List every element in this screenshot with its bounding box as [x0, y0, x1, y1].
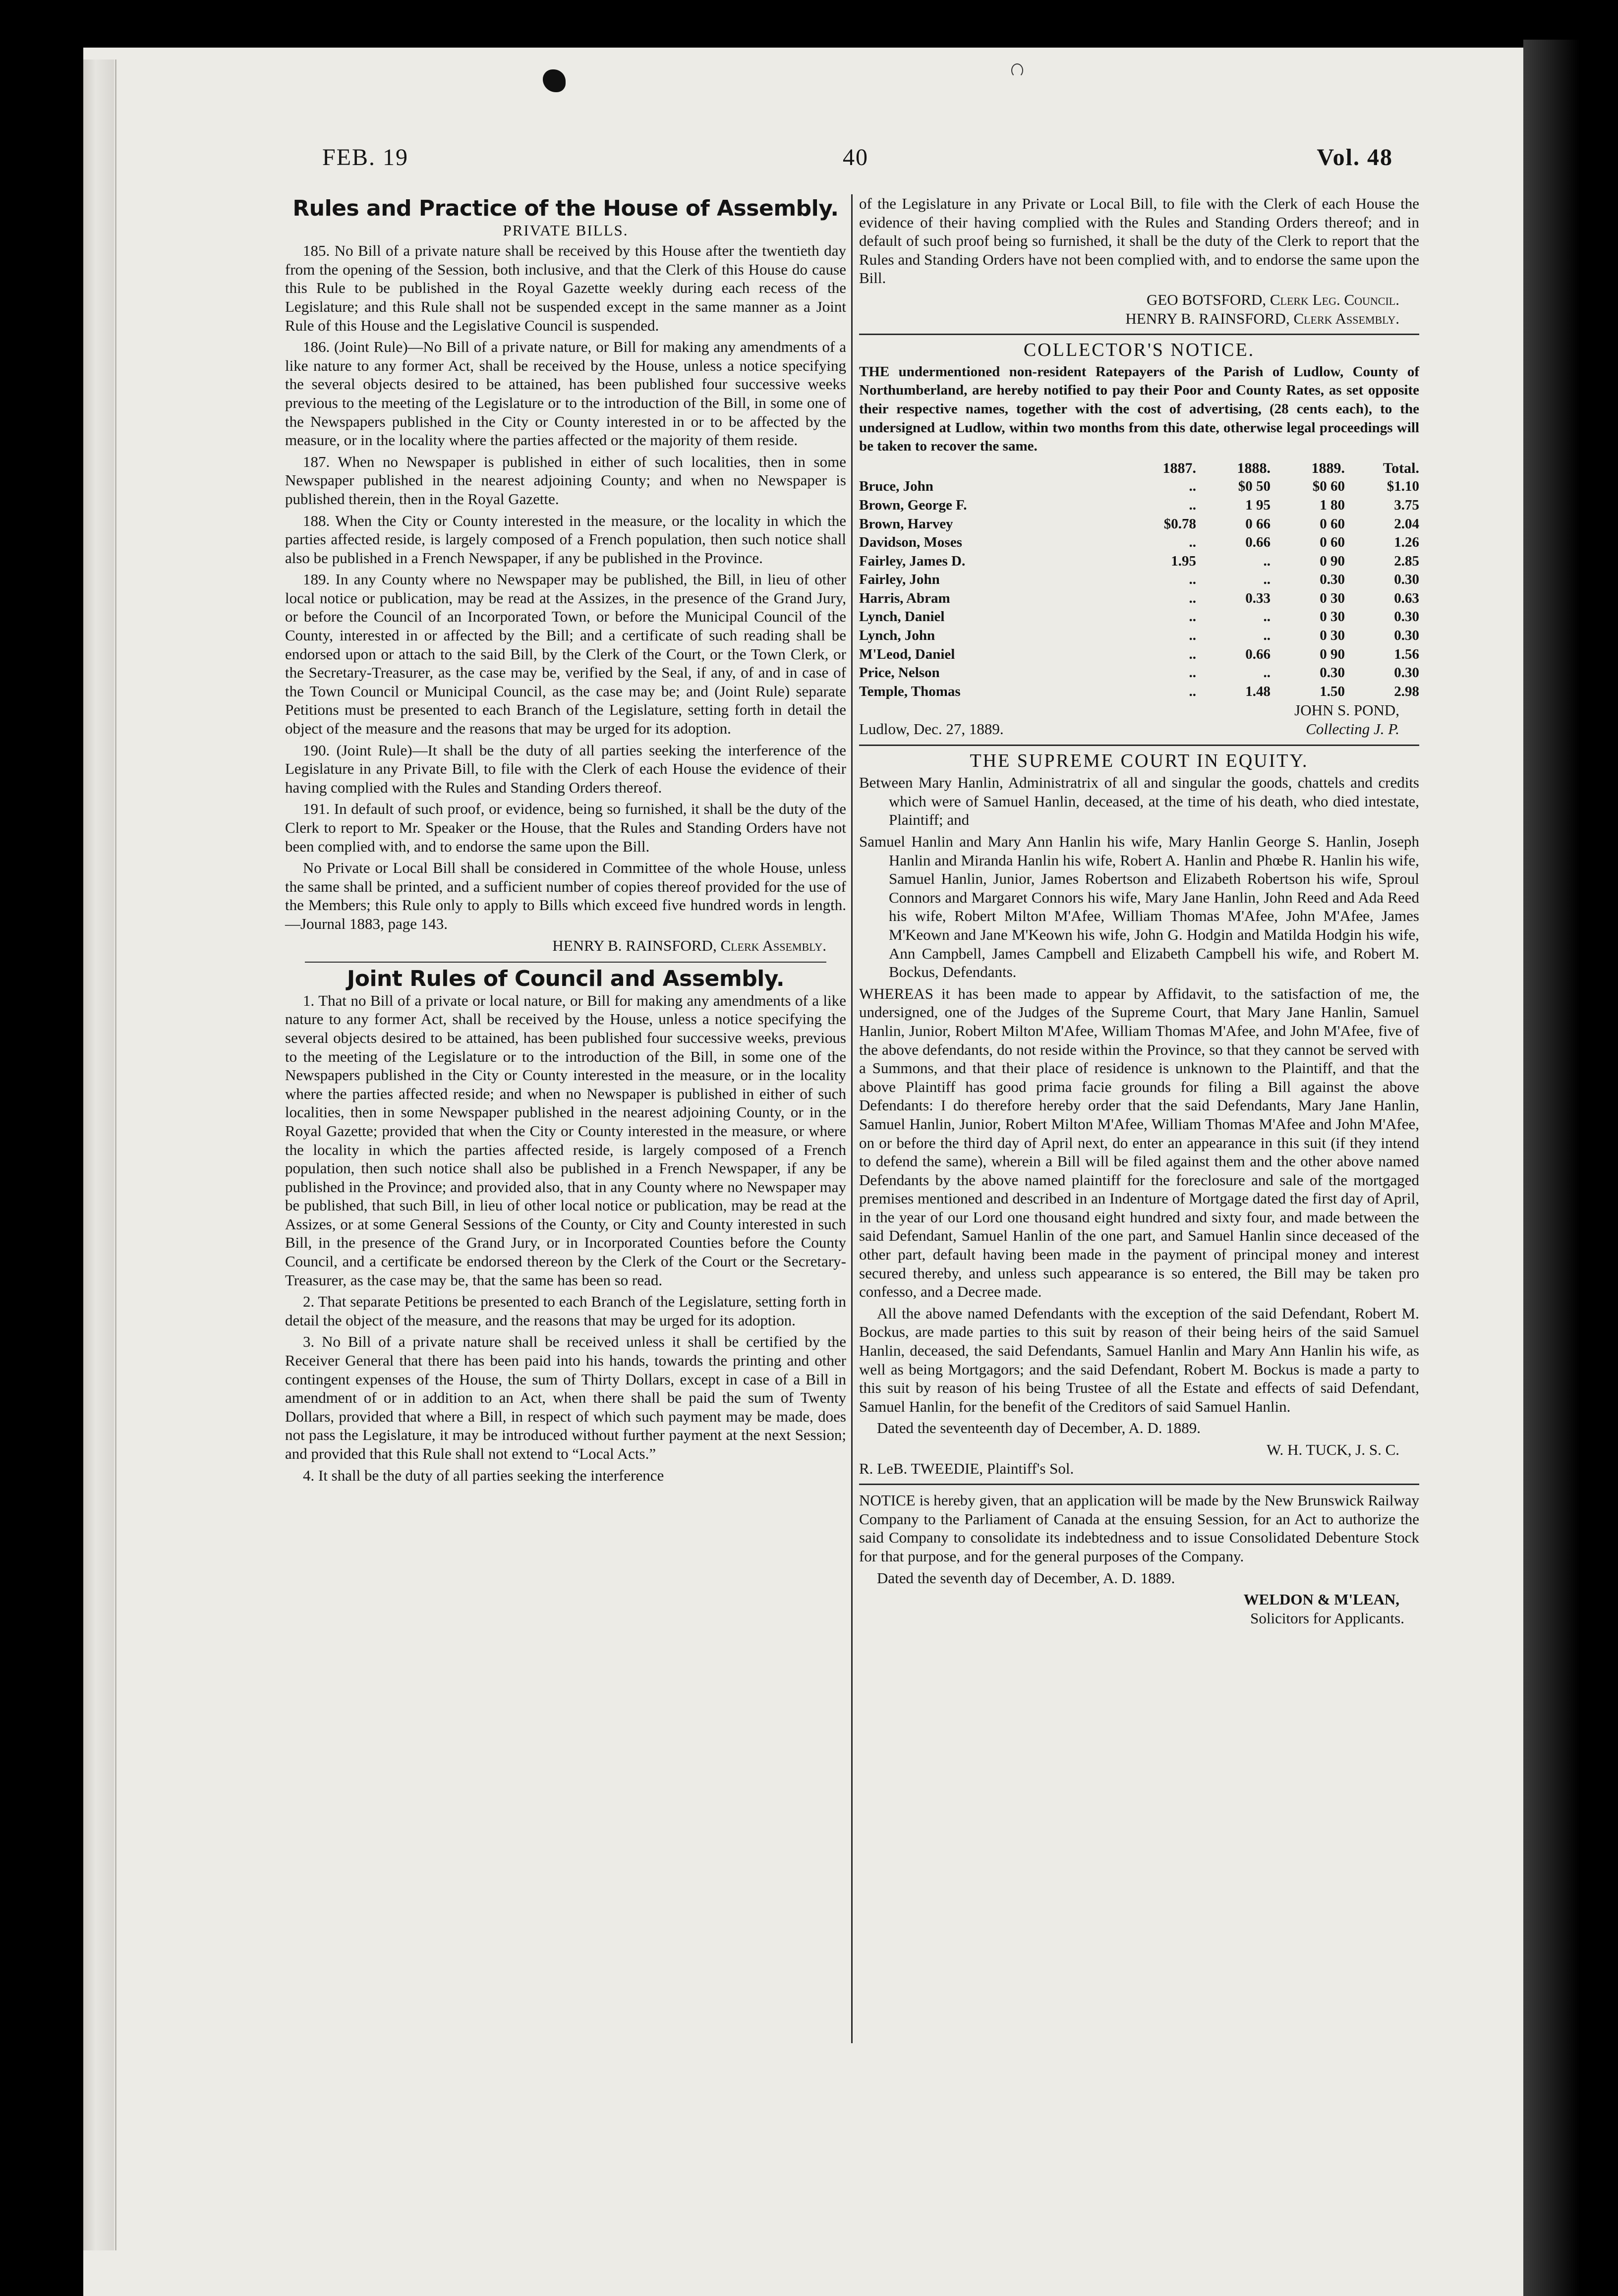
- rate-cell: 1.48: [1245, 683, 1271, 699]
- table-row: [859, 589, 1419, 608]
- collectors-notice-intro: THE undermentioned non-resident Ratepayers of the Parish of Ludlow, County of Northumberland, are hereby notified to pay their Poor and County Rates, as set opposite their respective names, together with the cost of advertising, (28 cents each), to the undersigned at Ludlow, within two months from this date, otherwise legal proceedings will be taken to recover the same.: [859, 363, 1419, 455]
- rate-cell: ..: [1263, 665, 1271, 681]
- table-row: [859, 683, 1419, 701]
- plaintiff-paragraph: Between Mary Hanlin, Administratrix of all and singular the goods, chattels and credits which were of Samuel Hanlin, deceased, at the time of his death, who died intestate, Plaintiff; and: [859, 774, 1419, 829]
- dated-line: Dated the seventeenth day of December, A. D. 1889.: [877, 1419, 1201, 1437]
- table-row: [859, 515, 1419, 534]
- section-title-house-rules: Rules and Practice of the House of Assembly.: [292, 196, 839, 221]
- rate-cell: ..: [1189, 590, 1196, 606]
- ratepayer-name: Harris, Abram: [859, 590, 950, 606]
- rate-cell: ..: [1189, 497, 1196, 513]
- collector-role: Collecting J. P.: [1306, 720, 1399, 738]
- page-header: [317, 144, 1398, 183]
- defendants-paragraph: Samuel Hanlin and Mary Ann Hanlin his wife, Mary Hanlin George S. Hanlin, Joseph Hanlin and Miranda Hanlin his wife, Robert A. Hanlin and Phœbe R. Hanlin his wife, Samuel Hanlin, Junior, James Robertson and Elizabeth Robertson his wife, Sproul Connors and Margaret Connors his wife, Mary Jane Hanlin, John Reed and Ada Reed his wife, Robert Milton M'Afee, William Thomas M'Afee, John M'Afee, James M'Keown and Jane M'Keown his wife, John G. Hodgin and Matilda Hodgin his wife, Ann Campbell, James Campbell and Elizabeth Campbell his wife, and Robert M. Bockus, Defendants.: [859, 833, 1419, 981]
- ratepayer-name: Lynch, Daniel: [859, 609, 945, 625]
- railway-notice: NOTICE is hereby given, that an application will be made by the New Brunswick Railway Company to the Parliament of Canada at the ensuing Session, for an Act to authorize the said Company to consolidate its indebtedness and to issue Consolidated Debenture Stock for that purpose, and for the general purposes of the Company.: [859, 1492, 1419, 1565]
- rate-cell: 3.75: [1394, 497, 1419, 513]
- divider: [859, 745, 1419, 746]
- rate-cell: 0 66: [1245, 516, 1271, 532]
- col-1888: 1888.: [1237, 459, 1271, 476]
- ratepayer-name: M'Leod, Daniel: [859, 646, 955, 662]
- rate-cell: ..: [1263, 553, 1271, 569]
- table-row: [859, 477, 1419, 496]
- ratepayer-name: Bruce, John: [859, 478, 933, 495]
- paragraph: 186. (Joint Rule)—No Bill of a private nature, or Bill for making any amendments of a like nature to any former Act, shall be received by the House, unless a notice specifying the several objects desired to be attained, has been published four successive weeks previous to the meeting of the Legislature or to the introduction of the Bill, in some one of the Newspapers published in the City or County interested in or to be affected by the measure, or in the locality where the parties affected or the majority of them reside.: [285, 338, 846, 449]
- header-volume: Vol. 48: [1317, 144, 1393, 171]
- ratepayer-name: Fairley, John: [859, 572, 940, 588]
- rate-cell: 0 30: [1320, 590, 1345, 606]
- divider: [859, 1484, 1419, 1485]
- rate-cell: 0.66: [1245, 646, 1271, 662]
- page-edge: [83, 59, 114, 2250]
- ratepayer-name: Brown, Harvey: [859, 516, 953, 532]
- header-date: FEB. 19: [322, 144, 409, 171]
- rate-cell: 0 90: [1320, 646, 1345, 662]
- whereas-paragraph: WHEREAS it has been made to appear by Affidavit, to the satisfaction of me, the undersigned, one of the Judges of the Supreme Court, that Mary Jane Hanlin, Samuel Hanlin, Junior, Robert Milton M'Afee, William Thomas M'Afee, and John M'Afee, five of the above defendants, do not reside within the Province, so that they cannot be served with a Summons, and that their place of residence is unknown to the Plaintiff, and that the above Plaintiff has good prima facie grounds for filing a Bill against the above Defendants: I do therefore hereby order that the said Defendants, Mary Jane Hanlin, Samuel Hanlin, Junior, Robert Milton M'Afee, William Thomas M'Afee and John M'Afee, on or before the third day of April next, do enter an appearance in this suit (if they intend to defend the same), wherein a Bill will be filed against them and the other above named Defendants by the above named plaintiff for the foreclosure and sale of the mortgaged premises mentioned and described in an Indenture of Mortgage dated the first day of April, in the year of our Lord one thousand eight hundred and sixty four, and made between the said Defendant, Samuel Hanlin of the one part, and Samuel Hanlin since deceased of the other part, default having been made in the payment of principal money and interest secured thereby, and unless such appearance is so entered, the Bill may be taken pro confesso, and a Decree made.: [859, 984, 1419, 1301]
- scan-shadow: [1523, 40, 1618, 2296]
- rate-cell: 2.04: [1394, 516, 1419, 532]
- rate-cell: 1.56: [1394, 646, 1419, 662]
- rate-cell: ..: [1189, 646, 1196, 662]
- rate-cell: 0.66: [1245, 534, 1271, 551]
- paragraph: 189. In any County where no Newspaper may be published, the Bill, in lieu of other local notice or publication, may be read at the Assizes, in the presence of the Grand Jury, or before the Council of an Incorporated Town, or before the Municipal Council of the County, interested in or affected by the Bill; and a certificate of such reading shall be endorsed upon or attach to the said Bill, by the Clerk of the Court, or the Town Clerk, or the Secretary-Treasurer, as the case may be, verified by the Seal, if any, of and in case of the Town Council or Municipal Council, as the case may be; and (Joint Rule) separate Petitions must be presented to each Branch of the Legislature, setting forth in detail the object of the measure and the reasons that may be urged for its adoption.: [285, 571, 846, 738]
- firm-role: Solicitors for Applicants.: [1250, 1609, 1404, 1627]
- rate-cell: 0.63: [1394, 590, 1419, 606]
- rate-cell: 1.95: [1171, 553, 1196, 569]
- rate-cell: $1.10: [1387, 478, 1419, 495]
- rate-cell: ..: [1263, 609, 1271, 625]
- rate-cell: ..: [1189, 665, 1196, 681]
- table-header-row: [859, 459, 1419, 478]
- table-row: [859, 608, 1419, 627]
- table-row: [859, 664, 1419, 683]
- paragraph: 4. It shall be the duty of all parties seeking the interference: [303, 1466, 664, 1484]
- rate-cell: 0 90: [1320, 553, 1345, 569]
- rate-cell: ..: [1189, 534, 1196, 551]
- rate-cell: ..: [1189, 628, 1196, 644]
- signature-rainsford-2: HENRY B. RAINSFORD, Clerk Assembly.: [1125, 309, 1399, 327]
- rate-cell: ..: [1263, 628, 1271, 644]
- table-row: [859, 571, 1419, 589]
- rate-cell: $0 60: [1312, 478, 1345, 495]
- paragraph: 3. No Bill of a private nature shall be received unless it shall be certified by the Receiver General that there has been paid into his hands, towards the printing and other contingent expenses of the House, the sum of Thirty Dollars, except in case of a Bill in amendment of or in addition to an Act, when there shall be paid the sum of Twenty Dollars, provided that where a Bill, in respect of which such payment may be made, does not pass the Legislature, it may be introduced without further payment at the next Session; and provided that this Rule shall not extend to “Local Acts.”: [285, 1333, 846, 1462]
- firm-signature: WELDON & M'LEAN,: [1243, 1591, 1399, 1608]
- page-edge-line: [115, 59, 116, 2250]
- rate-cell: $0 50: [1238, 478, 1271, 495]
- paragraph: 185. No Bill of a private nature shall be received by this House after the twentieth day from the opening of the Session, both inclusive, and that the Clerk of this House do cause this Rule to be published in the Royal Gazette weekly during each recess of the Legislature; and this Rule shall not be suspended except in the same manner as a Joint Rule of this House and the Legislative Council is suspended.: [285, 242, 846, 334]
- divider: [859, 334, 1419, 335]
- rate-cell: ..: [1189, 683, 1196, 699]
- rate-cell: 1 95: [1245, 497, 1271, 513]
- rate-cell: 2.98: [1394, 683, 1419, 699]
- rate-cell: 1.50: [1320, 683, 1345, 699]
- rate-cell: 0 60: [1320, 534, 1345, 551]
- table-row: [859, 627, 1419, 645]
- rate-cell: ..: [1189, 572, 1196, 588]
- col-1889: 1889.: [1311, 459, 1345, 476]
- signature-botsford: GEO BOTSFORD, Clerk Leg. Council.: [1146, 290, 1399, 308]
- col-1887: 1887.: [1162, 459, 1196, 476]
- rate-cell: 0.30: [1320, 572, 1345, 588]
- rate-cell: 0 30: [1320, 609, 1345, 625]
- ink-mark: [1011, 63, 1023, 77]
- header-page-number: 40: [843, 144, 868, 171]
- divider: [305, 962, 826, 963]
- paragraph: 2. That separate Petitions be presented to each Branch of the Legislature, setting forth in detail the object of the measure, and the reasons that may be urged for its adoption.: [285, 1293, 846, 1329]
- rate-cell: 0.30: [1320, 665, 1345, 681]
- paragraph-continued: of the Legislature in any Private or Local Bill, to file with the Clerk of each House the evidence of their having complied with the Rules and Standing Orders thereof; and in default of such proof being so furnished, it shall be the duty of the Clerk to report that the Rules and Standing Orders have not been complied with, and to endorse the same upon the Bill.: [859, 195, 1419, 287]
- rates-table: [859, 459, 1419, 701]
- paragraph: 191. In default of such proof, or evidence, being so furnished, it shall be the duty of the Clerk to report to Mr. Speaker or the House, that the Rules and Standing Orders have not been complied with, and to endorse the same upon the Bill.: [285, 800, 846, 855]
- collectors-notice-title: COLLECTOR'S NOTICE.: [1023, 340, 1255, 361]
- table-row: [859, 533, 1419, 552]
- rate-cell: 0.33: [1245, 590, 1271, 606]
- rate-cell: 1.26: [1394, 534, 1419, 551]
- rate-cell: ..: [1189, 609, 1196, 625]
- parties-paragraph: All the above named Defendants with the exception of the said Defendant, Robert M. Bockus, are made parties to this suit by reason of their being heirs of the said Samuel Hanlin, deceased, the said Defendants, Samuel Hanlin and Mary Ann Hanlin his wife, as well as being Mortgagors; and the said Defendant, Robert M. Bockus is made a party to this suit by reason of his being Trustee of all the Estate and effects of said Defendant, Samuel Hanlin, for the benefit of the Creditors of said Samuel Hanlin.: [859, 1304, 1419, 1415]
- rate-cell: 2.85: [1394, 553, 1419, 569]
- judge-signature: W. H. TUCK, J. S. C.: [1267, 1441, 1399, 1458]
- rate-cell: 0 60: [1320, 516, 1345, 532]
- paragraph: 190. (Joint Rule)—It shall be the duty of all parties seeking the interference of the Legislature in any Private Bill, to file with the Clerk of each House the evidence of their having complied with the Rules and Standing Orders thereof.: [285, 741, 846, 796]
- right-column: [859, 194, 1419, 1627]
- rate-cell: 0 30: [1320, 628, 1345, 644]
- ratepayer-name: Brown, George F.: [859, 497, 967, 513]
- collector-dateline: [859, 720, 1399, 739]
- table-row: [859, 496, 1419, 515]
- left-column: [285, 194, 846, 1488]
- table-row: [859, 552, 1419, 571]
- section-subtitle-private-bills: PRIVATE BILLS.: [503, 221, 629, 239]
- dated-line-2: Dated the seventh day of December, A. D. 1889.: [877, 1569, 1175, 1587]
- rate-cell: 0.30: [1394, 628, 1419, 644]
- rate-cell: 0.30: [1394, 572, 1419, 588]
- paragraph: 187. When no Newspaper is published in either of such localities, then in some Newspaper published in the nearest adjoining County; and when no Newspaper is published therein, then in the Royal Gazette.: [285, 453, 846, 508]
- col-total: Total.: [1383, 459, 1419, 476]
- ratepayer-name: Price, Nelson: [859, 665, 940, 681]
- paragraph: No Private or Local Bill shall be considered in Committee of the whole House, unless the same shall be printed, and a sufficient number of copies thereof provided for the use of the Members; this Rule only to apply to Bills which exceed five hundred words in length.—Journal 1883, page 143.: [285, 859, 846, 932]
- solicitor-line: R. LeB. TWEEDIE, Plaintiff's Sol.: [859, 1459, 1074, 1477]
- rate-cell: 0.30: [1394, 665, 1419, 681]
- ratepayer-name: Davidson, Moses: [859, 534, 962, 551]
- ratepayer-name: Lynch, John: [859, 628, 935, 644]
- signature-rainsford: HENRY B. RAINSFORD, Clerk Assembly.: [552, 936, 826, 954]
- column-divider: [851, 194, 853, 2043]
- rate-cell: $0.78: [1163, 516, 1196, 532]
- section-title-joint-rules: Joint Rules of Council and Assembly.: [347, 966, 785, 992]
- rate-cell: 0.30: [1394, 609, 1419, 625]
- ratepayer-name: Fairley, James D.: [859, 553, 966, 569]
- table-row: [859, 645, 1419, 664]
- paragraph: 1. That no Bill of a private or local nature, or Bill for making any amendments of a like nature to any former Act, shall be received by the House, unless a notice specifying the several objects desired to be attained, has been published four successive weeks, previous to the meeting of the Legislature or to the introduction of the Bill, in some one of the Newspapers published in the City or County interested in the measure, or in the locality where the parties affected reside; and when no Newspaper is published in either of such localities, then in some Newspaper published in the nearest adjoining County, or in the Royal Gazette; provided that when the City or County interested in the measure, or where the locality in which the parties affected reside, is largely composed of a French population, then such notice shall also be published in a French Newspaper, if any be published in the Province; and provided also, that in any County where no Newspaper may be published, that such Bill, in lieu of other local notice or publication, may be read at the Assizes, or at some General Sessions of the County, or City and County interested in such Bill, in the presence of the Grand Jury, or in Incorporated Counties before the County Council, and a certificate be endorsed thereon by the Clerk of the Court or the Secretary-Treasurer, as the case may be, that the same has been so read.: [285, 991, 846, 1289]
- collector-signature: JOHN S. POND,: [1294, 701, 1399, 719]
- rate-cell: ..: [1189, 478, 1196, 495]
- ratepayer-name: Temple, Thomas: [859, 683, 961, 699]
- rate-cell: ..: [1263, 572, 1271, 588]
- rate-cell: 1 80: [1320, 497, 1345, 513]
- paragraph: 188. When the City or County interested in the measure, or the locality in which the parties affected reside, is largely composed of a French population, then such notice shall also be published in a French Newspaper, if any be published in the Province.: [285, 512, 846, 567]
- collector-place-date: Ludlow, Dec. 27, 1889.: [859, 720, 1004, 738]
- court-title: THE SUPREME COURT IN EQUITY.: [970, 750, 1309, 771]
